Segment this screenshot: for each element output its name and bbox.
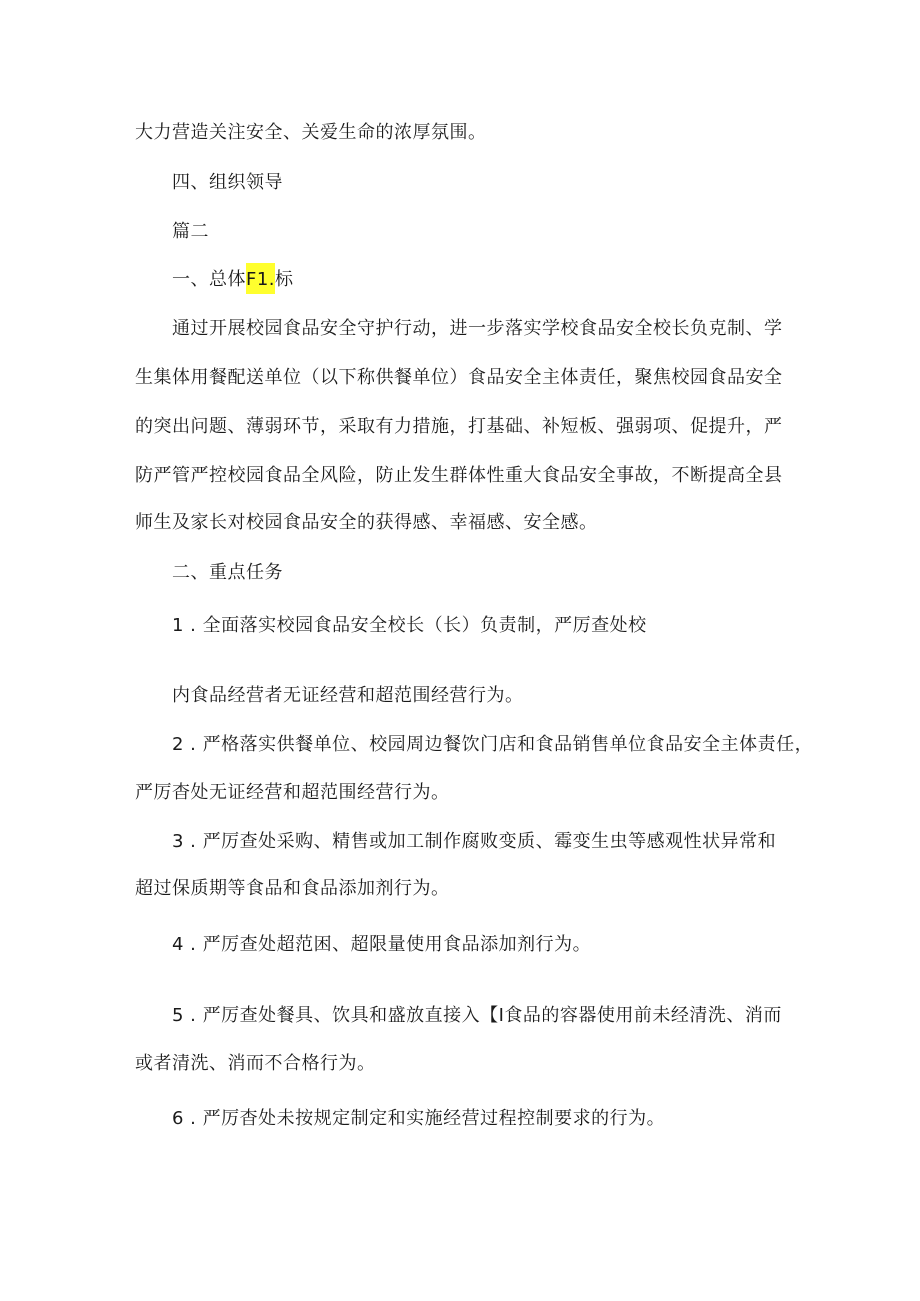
task-item-3-line-2: 超过保质期等食品和食品添加剂行为。	[135, 878, 450, 899]
task-item-5-line-2: 或者清洗、消而不合格行为。	[135, 1053, 376, 1074]
task-item-5-line-1: 5 . 严厉查处餐具、饮具和盛放直接入【I食品的容器使用前未经清洗、消而	[172, 1005, 782, 1026]
task-item-1-line-1: 1 . 全面落实校园食品安全校长（长）负责制，严厉查处校	[172, 615, 647, 636]
task-item-1-line-2: 内食品经营者无证经营和超范围经营行为。	[172, 685, 524, 706]
goal-paragraph-line-2: 生集体用餐配送单位（以下称供餐单位）食品安全主体责任，聚焦校园食品安全	[135, 367, 783, 388]
heading-part-two: 篇二	[172, 221, 209, 242]
goal-paragraph-line-3: 的突出问题、薄弱环节，采取有力措施，打基础、补短板、强弱项、促提升，严	[135, 416, 783, 437]
heading-key-tasks: 二、重点任务	[172, 562, 283, 583]
task-item-3-line-1: 3 . 严厉查处采购、精售或加工制作腐败变质、霉变生虫等感观性状异常和	[172, 831, 777, 852]
heading-organization: 四、组织领导	[172, 172, 283, 193]
highlighted-text: F1.	[246, 263, 275, 294]
goal-paragraph-line-1: 通过开展校园食品安全守护行动，进一步落实学校食品安全校长负克制、学	[172, 318, 783, 339]
heading-goal-prefix: 一、总体	[172, 269, 246, 290]
task-item-6-line-1: 6 . 严厉杳处未按规定制定和实施经营过程控制要求的行为。	[172, 1108, 666, 1129]
goal-paragraph-line-4: 防严管严控校园食品全风险，防止发生群体性重大食品安全事故，不断提高全县	[135, 465, 783, 486]
goal-paragraph-line-5: 师生及家长对校园食品安全的获得感、幸福感、安全感。	[135, 512, 598, 533]
task-item-2-line-2: 严厉杳处无证经营和超范围经营行为。	[135, 782, 450, 803]
heading-goal-suffix: 标	[275, 269, 294, 290]
paragraph-closing-line: 大力营造关注安全、关爱生命的浓厚氛围。	[135, 122, 487, 143]
heading-overall-goal	[172, 268, 294, 292]
task-item-4-line-1: 4 . 严厉查处超范困、超限量使用食品添加剂行为。	[172, 934, 592, 955]
task-item-2-line-1: 2 . 严格落实供餐单位、校园周边餐饮门店和食品销售单位食品安全主体责任，	[172, 734, 814, 755]
